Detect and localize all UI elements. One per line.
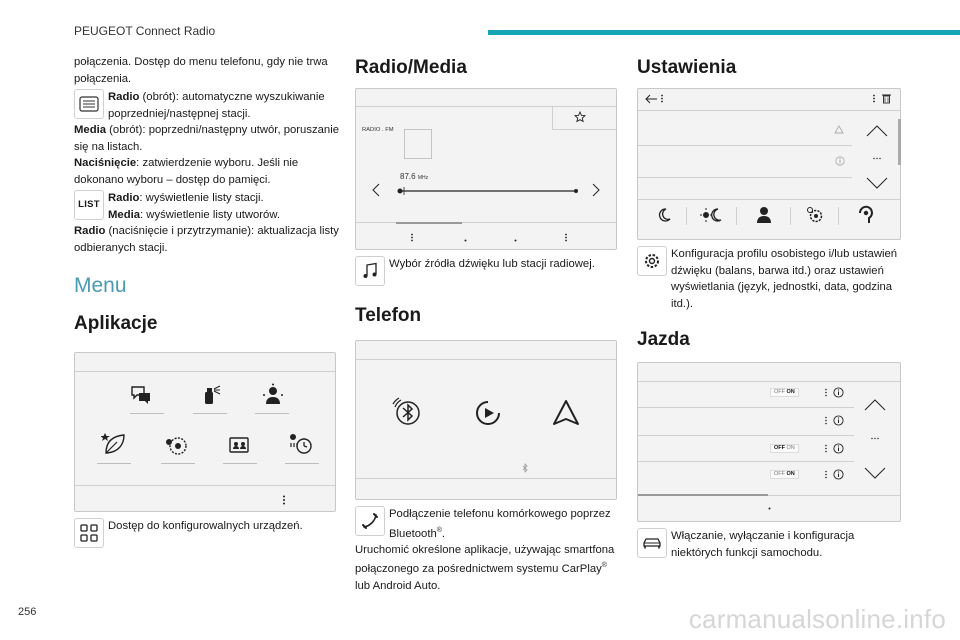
warning-triangle-icon xyxy=(834,125,844,134)
bluetooth-small-icon xyxy=(522,463,528,473)
phone-caption-1-end: . xyxy=(441,527,446,540)
phone-caption-2: Uruchomić określone aplikacje, używając smartfona połączonego za pośrednictwem systemu CarPlay xyxy=(355,543,615,576)
media2-text: : wyświetlenie listy utworów. xyxy=(140,208,281,221)
radio3-text: (naciśnięcie i przytrzymanie): aktualizacja listy odbieranych stacji. xyxy=(74,225,339,254)
timer-dial-icon xyxy=(165,433,189,457)
station-art-box xyxy=(404,129,432,159)
radio-caption-row xyxy=(355,256,620,286)
settings-caption-row xyxy=(637,246,902,312)
chevron-left-icon[interactable] xyxy=(372,183,380,197)
frequency-slider[interactable] xyxy=(396,187,580,195)
contacts-card-icon xyxy=(227,433,251,457)
apps-screen xyxy=(74,352,336,512)
column-right xyxy=(637,54,902,561)
column-middle xyxy=(355,54,620,594)
media2-label: Media xyxy=(108,208,141,221)
more-options-icon[interactable] xyxy=(282,495,286,505)
dot-icon xyxy=(464,239,467,242)
driving-heading: Jazda xyxy=(637,329,690,350)
phone-handset-icon xyxy=(355,506,385,536)
page-number: 256 xyxy=(18,606,37,618)
list-row xyxy=(74,190,339,223)
page-header-title: PEUGEOT Connect Radio xyxy=(74,24,216,38)
night-mode-icon[interactable] xyxy=(656,207,672,223)
bluetooth-icon[interactable] xyxy=(392,397,422,427)
press-text: : zatwierdzenie wyboru. Jeśli nie dokonano wyboru – dostęp do pamięci. xyxy=(74,157,299,186)
list-button-icon: LIST xyxy=(74,190,104,220)
toggle-row-4[interactable]: OFF ON xyxy=(770,470,799,479)
header-menu-icon-2[interactable] xyxy=(872,94,876,103)
phone-caption-row xyxy=(355,506,620,542)
connected-apps-icon xyxy=(129,383,153,407)
frequency-value: 87.6 xyxy=(400,172,416,181)
watermark: carmanualsonline.info xyxy=(688,604,946,634)
toggle-row-1[interactable]: OFF ON xyxy=(770,388,799,397)
apps-heading: Aplikacje xyxy=(74,313,158,334)
back-arrow-icon[interactable] xyxy=(644,94,658,104)
driving-caption: Włączanie, wyłączanie i konfiguracja niektórych funkcji samochodu. xyxy=(671,530,855,559)
row-4-menu-icon[interactable] xyxy=(824,470,828,479)
chevron-down-icon[interactable] xyxy=(866,177,888,189)
car-icon xyxy=(637,528,667,558)
trash-icon[interactable] xyxy=(882,93,891,104)
phone-heading: Telefon xyxy=(355,305,422,326)
settings-gear-icon[interactable] xyxy=(806,206,824,224)
row-3-menu-icon[interactable] xyxy=(824,444,828,453)
dot-icon-2 xyxy=(514,239,517,242)
chevron-up-icon[interactable] xyxy=(864,399,886,411)
source-menu-icon[interactable] xyxy=(410,233,414,242)
radio-label: Radio xyxy=(108,91,140,103)
phone-caption-1: Podłączenie telefonu komórkowego poprzez Bluetooth xyxy=(389,508,611,540)
info-icon[interactable] xyxy=(835,156,845,166)
frequency-unit: MHz xyxy=(417,175,429,181)
phone-caption-3: lub Android Auto. xyxy=(355,579,441,592)
music-note-icon xyxy=(355,256,385,286)
chevron-up-icon[interactable] xyxy=(866,125,888,137)
favorite-star-icon[interactable] xyxy=(574,111,586,123)
radio3-label: Radio xyxy=(74,225,106,237)
row-2-info-icon[interactable] xyxy=(833,415,844,426)
chevron-right-icon[interactable] xyxy=(592,183,600,197)
header-accent-bar xyxy=(488,30,960,35)
media-text: (obrót): poprzedni/następny utwór, poruszanie się na listach. xyxy=(74,124,339,153)
gear-icon xyxy=(637,246,667,276)
apps-caption: Dostęp do konfigurowalnych urządzeń. xyxy=(108,520,303,532)
profile-icon[interactable] xyxy=(756,206,772,224)
press-label: Naciśnięcie xyxy=(74,157,137,169)
sprayer-icon xyxy=(199,383,223,407)
active-tab-indicator xyxy=(396,222,462,224)
registered-mark-2: ® xyxy=(601,562,607,570)
apps-caption-row xyxy=(74,518,339,548)
media-label: Media xyxy=(74,124,107,136)
radio-caption: Wybór źródła dźwięku lub stacji radiowej. xyxy=(389,258,595,270)
options-menu-icon[interactable] xyxy=(564,233,568,242)
radio-screen xyxy=(355,88,617,250)
radio-source-label: RADIO . FM xyxy=(362,127,394,133)
voice-settings-icon[interactable] xyxy=(856,205,876,225)
row-2-menu-icon[interactable] xyxy=(824,416,828,425)
list-menu-icon xyxy=(74,89,104,119)
eco-leaf-icon xyxy=(101,431,127,457)
chevron-down-icon[interactable] xyxy=(864,467,886,479)
progress-indicator xyxy=(638,494,768,496)
driving-screen xyxy=(637,362,901,522)
intro-text: połączenia. Dostęp do menu telefonu, gdy nie trwa połączenia. xyxy=(74,56,328,85)
row-1-menu-icon[interactable] xyxy=(824,388,828,397)
dot-icon xyxy=(768,507,771,510)
settings-heading: Ustawienia xyxy=(637,57,737,78)
registered-mark-1: ® xyxy=(436,526,442,534)
scrollbar[interactable] xyxy=(898,119,901,165)
radio-row xyxy=(74,89,339,122)
toggle-row-3[interactable]: OFF ON xyxy=(770,444,799,453)
driving-caption-row xyxy=(637,528,902,561)
row-3-info-icon[interactable] xyxy=(833,443,844,454)
phone-screen xyxy=(355,340,617,500)
row-1-info-icon[interactable] xyxy=(833,387,844,398)
person-status-icon xyxy=(261,383,285,407)
settings-caption: Konfiguracja profilu osobistego i/lub ustawień dźwięku (balans, barwa itd.) oraz ustawień wyświetlania (język, jednostki, data, godzina itd.). xyxy=(671,248,898,310)
scheduled-heating-icon xyxy=(287,431,313,457)
row-4-info-icon[interactable] xyxy=(833,469,844,480)
column-left xyxy=(74,54,339,548)
android-auto-icon[interactable] xyxy=(552,399,580,427)
radio2-label: Radio xyxy=(108,192,140,204)
header-menu-icon[interactable] xyxy=(660,94,664,103)
radio2-text: : wyświetlenie listy stacji. xyxy=(139,192,264,204)
ellipsis-icon xyxy=(870,437,880,440)
radio-text: (obrót): automatyczne wyszukiwanie poprzedniej/następnej stacji. xyxy=(108,91,325,120)
menu-heading: Menu xyxy=(74,274,127,297)
apps-grid-icon xyxy=(74,518,104,548)
ellipsis-icon xyxy=(872,157,882,160)
day-night-icon[interactable] xyxy=(700,207,722,223)
carplay-icon[interactable] xyxy=(474,399,502,427)
settings-screen xyxy=(637,88,901,240)
radio-media-heading: Radio/Media xyxy=(355,57,467,78)
